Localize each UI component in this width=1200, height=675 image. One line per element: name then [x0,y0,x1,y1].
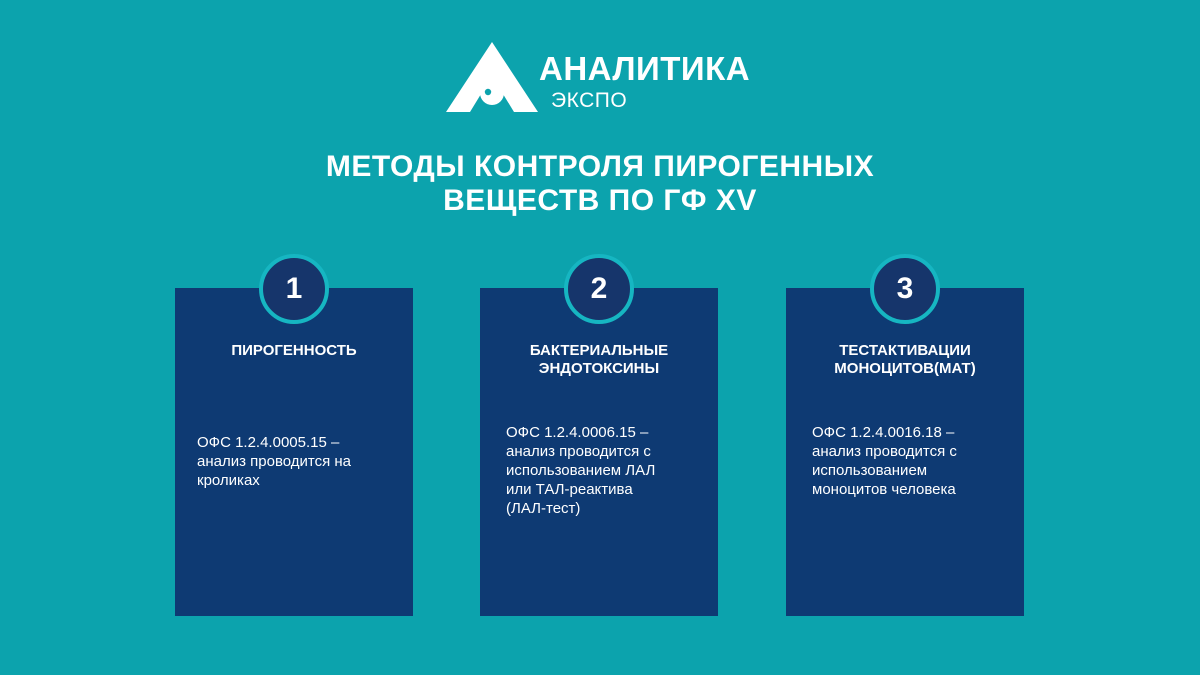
method-card-endotoxins [480,272,718,616]
card-title-line: МОНОЦИТОВ(МАТ) [834,360,976,377]
card-description-line: ОФС 1.2.4.0005.15 – [197,434,340,451]
card-description-line: моноцитов человека [812,481,956,498]
card-title [480,342,718,378]
card-description-line: ОФС 1.2.4.0006.15 – [506,424,649,441]
card-title-line: ЭНДОТОКСИНЫ [538,360,660,377]
card-title [175,342,413,360]
card-description-line: анализ проводится на [197,453,352,470]
method-card-pyrogenicity [175,272,413,616]
card-title-line: ТЕСТАКТИВАЦИИ [839,342,971,359]
logo-subtitle: ЭКСПО [551,89,628,112]
card-description [197,433,397,490]
card-description [506,423,706,518]
triangle-drop-logo-icon [444,40,548,116]
card-description-line: использованием ЛАЛ [506,462,656,479]
card-description-line: ОФС 1.2.4.0016.18 – [812,424,955,441]
card-description-line: анализ проводится с [812,443,957,460]
number-badge: 2 [564,254,634,324]
card-description-line: или ТАЛ-реактива [506,481,633,498]
card-description-line: кроликах [197,472,260,489]
page-title-line-2: ВЕЩЕСТВ ПО ГФ XV [443,184,757,217]
card-description-line: анализ проводится с [506,443,651,460]
method-card-monocyte-activation [786,272,1024,616]
card-title-line: БАКТЕРИАЛЬНЫЕ [529,342,669,359]
number-badge: 1 [259,254,329,324]
card-title-line: ПИРОГЕННОСТЬ [231,342,357,359]
logo [444,40,764,116]
card-description [812,423,1012,499]
page-title [250,150,950,218]
logo-name: АНАЛИТИКА [539,50,751,87]
card-description-line: (ЛАЛ-тест) [506,500,581,517]
page-title-line-1: МЕТОДЫ КОНТРОЛЯ ПИРОГЕННЫХ [325,150,875,183]
card-description-line: использованием [812,462,928,479]
number-badge: 3 [870,254,940,324]
card-title [786,342,1024,378]
